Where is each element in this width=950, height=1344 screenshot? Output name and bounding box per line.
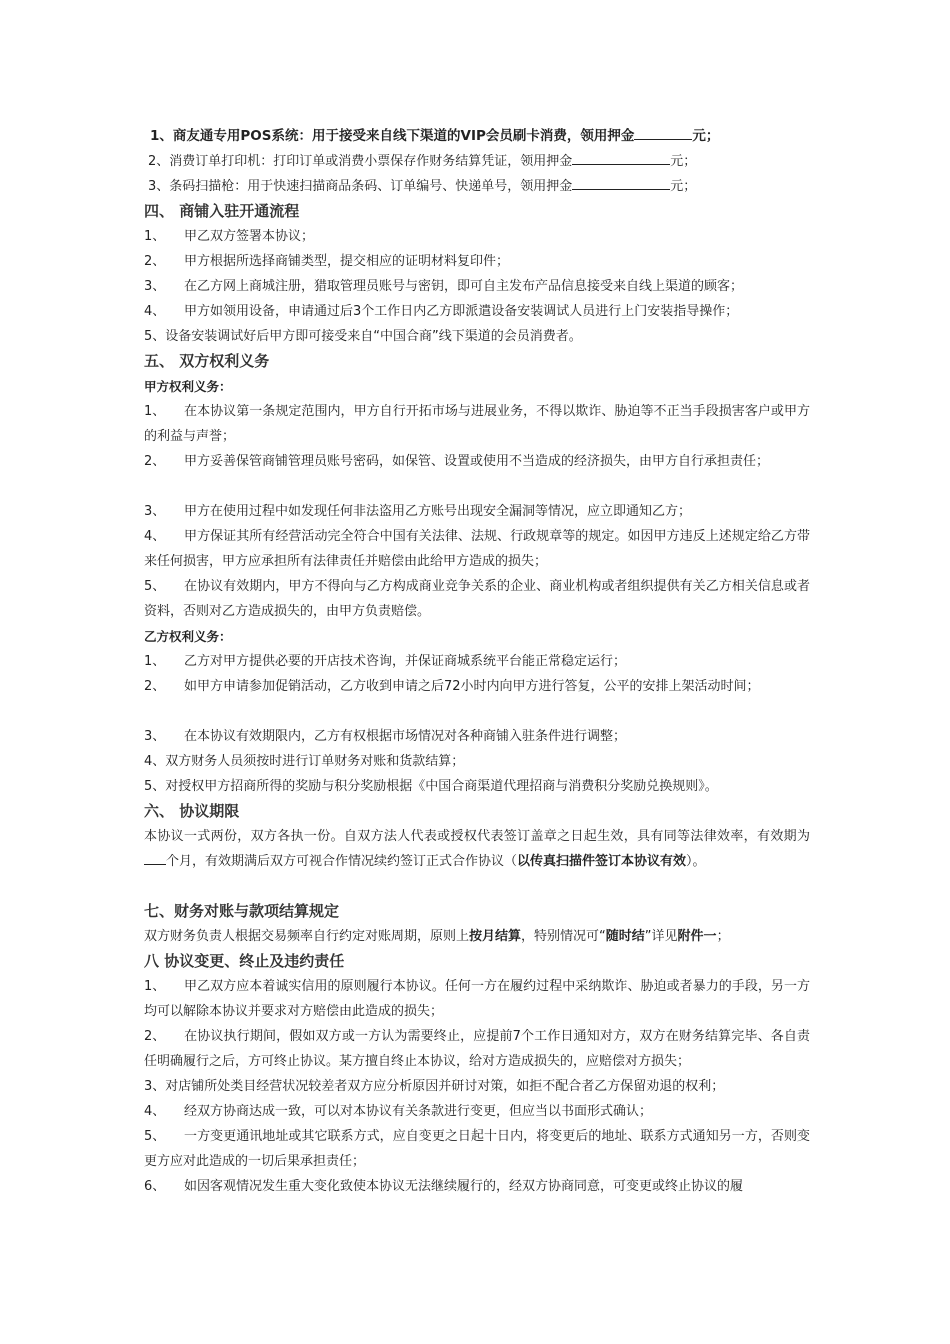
unit-text: 元； xyxy=(670,179,697,194)
deposit-blank xyxy=(572,175,670,190)
item-text: 条码扫描枪：用于快速扫描商品条码、订单编号、快递单号，领用押金 xyxy=(169,179,573,194)
term-months-blank xyxy=(144,850,166,865)
settlement-paragraph: 双方财务负责人根据交易频率自行约定对账周期，原则上按月结算，特别情况可“随时结”详见附件一； xyxy=(144,929,730,944)
deposit-blank xyxy=(634,125,692,140)
s4-item-1: 1、 甲乙双方签署本协议； xyxy=(144,229,315,244)
item-number: 1、 xyxy=(150,128,173,144)
equipment-item-pos xyxy=(150,124,816,149)
s4-item-5: 5、设备安装调试好后甲方即可接受来自“中国合商”线下渠道的会员消费者。 xyxy=(144,329,582,344)
party-b-item-1: 1、 乙方对甲方提供必要的开店技术咨询，并保证商城系统平台能正常稳定运行； xyxy=(144,654,627,669)
unit-text: 元； xyxy=(670,154,697,169)
equipment-item-scanner xyxy=(148,174,814,199)
section-4-heading: 四、 商铺入驻开通流程 xyxy=(144,202,300,220)
party-a-heading: 甲方权利义务： xyxy=(144,379,232,394)
party-a-item-3: 3、 甲方在使用过程中如发现任何非法盗用乙方账号出现安全漏洞等情况，应立即通知乙方； xyxy=(144,504,692,519)
s8-item-1: 1、 甲乙双方应本着诚实信用的原则履行本协议。任何一方在履约过程中采纳欺诈、胁迫或者暴力的手段，另一方均可以解除本协议并要求对方赔偿由此造成的损失； xyxy=(144,979,810,1019)
equipment-item-printer xyxy=(148,149,814,174)
section-7-heading: 七、财务对账与款项结算规定 xyxy=(144,902,340,920)
party-a-item-1: 1、 在本协议第一条规定范围内，甲方自行开拓市场与进展业务，不得以欺诈、胁迫等不正当手段损害客户或甲方的利益与声誉； xyxy=(144,404,810,444)
section-8-heading: 八 协议变更、终止及违约责任 xyxy=(144,952,345,970)
item-text: 消费订单打印机：打印订单或消费小票保存作财务结算凭证，领用押金 xyxy=(169,154,573,169)
s4-item-2: 2、 甲方根据所选择商铺类型，提交相应的证明材料复印件； xyxy=(144,254,510,269)
s4-item-3: 3、 在乙方网上商城注册，猎取管理员账号与密钥，即可自主发布产品信息接受来自线上渠道的顾客； xyxy=(144,279,744,294)
term-paragraph: 本协议一式两份，双方各执一份。自双方法人代表或授权代表签订盖章之日起生效，具有同等法律效率，有效期为个月，有效期满后双方可视合作情况续约签订正式合作协议（以传真扫描件签订本协议有效）。 xyxy=(144,829,810,869)
item-number: 3、 xyxy=(148,179,170,194)
party-a-item-2: 2、 甲方妥善保管商铺管理员账号密码，如保管、设置或使用不当造成的经济损失，由甲方自行承担责任； xyxy=(144,454,770,469)
item-text: 商友通专用POS系统：用于接受来自线下渠道的VIP会员刷卡消费，领用押金 xyxy=(172,128,635,144)
s8-item-6: 6、 如因客观情况发生重大变化致使本协议无法继续履行的，经双方协商同意，可变更或终止协议的履 xyxy=(144,1179,744,1194)
s8-item-4: 4、 经双方协商达成一致，可以对本协议有关条款进行变更，但应当以书面形式确认； xyxy=(144,1104,653,1119)
deposit-blank xyxy=(572,150,670,165)
party-b-item-5: 5、对授权甲方招商所得的奖励与积分奖励根据《中国合商渠道代理招商与消费积分奖励兑换规则》。 xyxy=(144,779,718,794)
party-a-item-4: 4、 甲方保证其所有经营活动完全符合中国有关法律、法规、行政规章等的规定。如因甲方违反上述规定给乙方带来任何损害，甲方应承担所有法律责任并赔偿由此给甲方造成的损失； xyxy=(144,529,810,569)
party-a-item-5: 5、 在协议有效期内，甲方不得向与乙方构成商业竞争关系的企业、商业机构或者组织提供有关乙方相关信息或者资料，否则对乙方造成损失的，由甲方负责赔偿。 xyxy=(144,579,810,619)
party-b-item-3: 3、 在本协议有效期限内，乙方有权根据市场情况对各种商铺入驻条件进行调整； xyxy=(144,729,627,744)
section-5-heading: 五、 双方权利义务 xyxy=(144,352,270,370)
unit-text: 元； xyxy=(692,128,720,144)
s8-item-5: 5、 一方变更通讯地址或其它联系方式，应自变更之日起十日内，将变更后的地址、联系方式通知另一方，否则变更方应对此造成的一切后果承担责任； xyxy=(144,1129,810,1169)
section-6-heading: 六、 协议期限 xyxy=(144,802,240,820)
party-b-heading: 乙方权利义务： xyxy=(144,629,232,644)
item-number: 2、 xyxy=(148,154,170,169)
s8-item-3: 3、对店铺所处类目经营状况较差者双方应分析原因并研讨对策，如拒不配合者乙方保留劝退的权利； xyxy=(144,1079,725,1094)
s4-item-4: 4、 甲方如领用设备，申请通过后3个工作日内乙方即派遣设备安装调试人员进行上门安装指导操作； xyxy=(144,304,739,319)
party-b-item-2: 2、 如甲方申请参加促销活动，乙方收到申请之后72小时内向甲方进行答复，公平的安排上架活动时间； xyxy=(144,679,760,694)
s8-item-2: 2、 在协议执行期间，假如双方或一方认为需要终止，应提前7个工作日通知对方，双方在财务结算完毕、各自责任明确履行之后，方可终止协议。某方擅自终止本协议，给对方造成损失的，应赔偿对方损失； xyxy=(144,1029,810,1069)
party-b-item-4: 4、双方财务人员须按时进行订单财务对账和货款结算； xyxy=(144,754,465,769)
